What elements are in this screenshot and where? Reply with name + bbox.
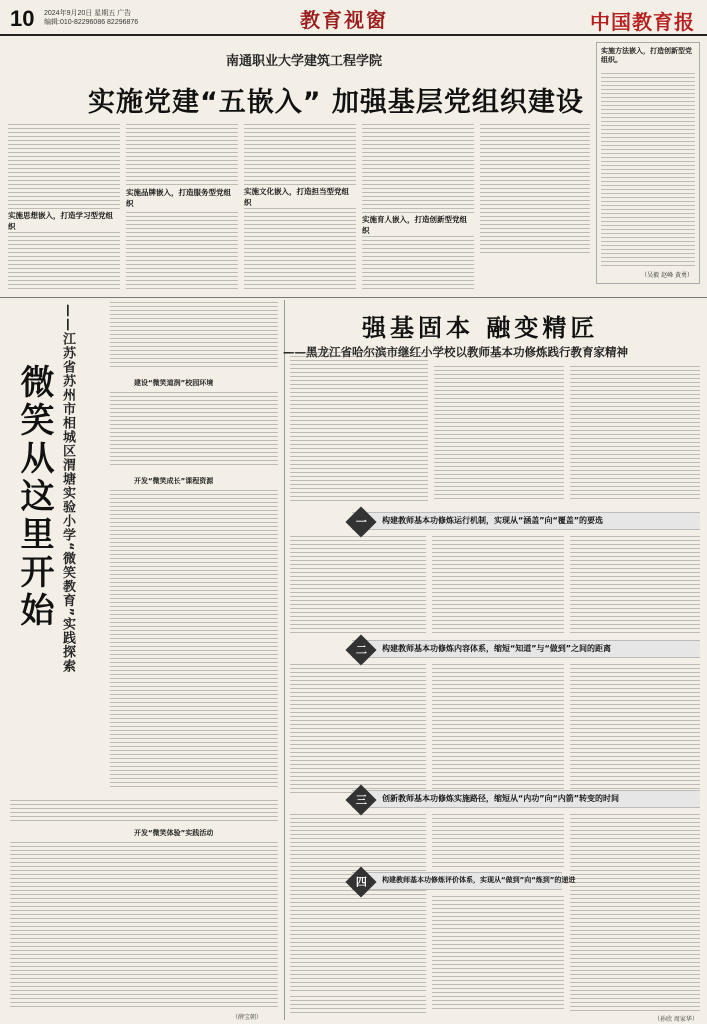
sec1-col-2	[432, 536, 564, 636]
top-col-5	[480, 124, 590, 254]
sec4-col-1	[290, 996, 426, 1014]
newspaper-logo: 中国教育报	[590, 10, 695, 34]
top-article-kicker: 南通职业大学建筑工程学院	[226, 54, 383, 69]
sidebar-author: （吴毅 赵峰 黄勇）	[641, 272, 693, 279]
sec4-col-2	[432, 896, 564, 1012]
top-col-3	[244, 124, 356, 292]
top-subhead-4: 实施育人嵌入，打造创新型党组织	[362, 214, 474, 236]
sec2-col-1	[290, 664, 426, 794]
left-article-title: 微笑从这里开始	[14, 364, 54, 630]
top-subhead-2: 实施品牌嵌入，打造服务型党组织	[126, 187, 238, 209]
left-subhead-2: 开发“微笑成长”课程资源	[134, 477, 214, 485]
left-article-subtitle: ——江苏省苏州市相城区渭塘实验小学“微笑教育”实践探索	[60, 304, 75, 674]
sidebar-box	[596, 42, 700, 284]
section-band-3	[352, 790, 700, 808]
top-subhead-3: 实施文化嵌入，打造担当型党组织	[244, 186, 356, 208]
top-article-headline: 实施党建“五嵌入” 加强基层党组织建设	[88, 87, 584, 118]
top-col-4	[362, 124, 474, 292]
left-subhead-1: 建设“微笑道润”校园环境	[134, 379, 214, 387]
section-band-text: 构建教师基本功修炼运行机制，实现从“涵盖”向“覆盖”的要选	[382, 516, 604, 525]
sec3-col-3	[570, 814, 700, 1014]
bottom-article-headline: 强基固本 融变精匠	[362, 314, 599, 342]
right-intro-2	[434, 366, 564, 502]
section-number-badge: 一	[345, 506, 376, 537]
sec2-col-2	[432, 664, 564, 794]
section-number-badge: 三	[345, 784, 376, 815]
left-subhead-3: 开发“微笑体验”实践活动	[134, 829, 214, 837]
mid-rule	[0, 297, 707, 298]
right-intro-3	[570, 366, 700, 502]
sec3-col-1	[290, 814, 426, 992]
right-intro-1	[290, 352, 428, 502]
left-body-5	[10, 842, 278, 1010]
sidebar-title: 实施方法嵌入，打造创新型党组织。	[601, 47, 692, 64]
sidebar-body	[601, 73, 695, 267]
sec3-col-2	[432, 814, 564, 870]
page-number: 10	[10, 6, 35, 31]
section-number-badge: 四	[345, 866, 376, 897]
left-body-3	[110, 490, 278, 790]
top-subhead-1: 实施思想嵌入，打造学习型党组织	[8, 210, 120, 232]
section-number-badge: 二	[345, 634, 376, 665]
top-col-1	[8, 124, 120, 292]
bottom-article-subheadline: ——黑龙江省哈尔滨市继红小学校以教师基本功修炼践行教育家精神	[283, 345, 628, 359]
section-band-1	[352, 512, 700, 530]
section-band-text: 创新教师基本功修炼实施路径，缩短从“内功”向“内箭”转变的时间	[382, 794, 620, 803]
sec1-col-3	[570, 536, 700, 636]
sec2-col-3	[570, 664, 700, 794]
left-body-4	[10, 800, 278, 822]
header-rule	[0, 34, 707, 36]
section-band-text: 构建教师基本功修炼评价体系，实现从“做到”向“炼到”的递进	[382, 876, 576, 884]
left-article-author: （薛宝朝）	[232, 1014, 263, 1021]
column-divider	[284, 300, 285, 1020]
section-band-text: 构建教师基本功修炼内容体系，缩短“知道”与“做到”之间的距离	[382, 644, 612, 653]
date-line	[44, 9, 138, 27]
section-band-2	[352, 640, 700, 658]
bottom-article-author: （孙欣 周家华）	[654, 1016, 698, 1023]
left-body-2	[110, 392, 278, 468]
section-title: 教育视窗	[300, 8, 388, 32]
section-band-4	[352, 872, 576, 890]
left-body-1	[110, 302, 278, 370]
date-text: 2024年9月20日 星期五 广告	[44, 10, 132, 17]
phone-text: 编辑:010-82296086 82296876	[44, 19, 139, 26]
sec1-col-1	[290, 536, 426, 636]
